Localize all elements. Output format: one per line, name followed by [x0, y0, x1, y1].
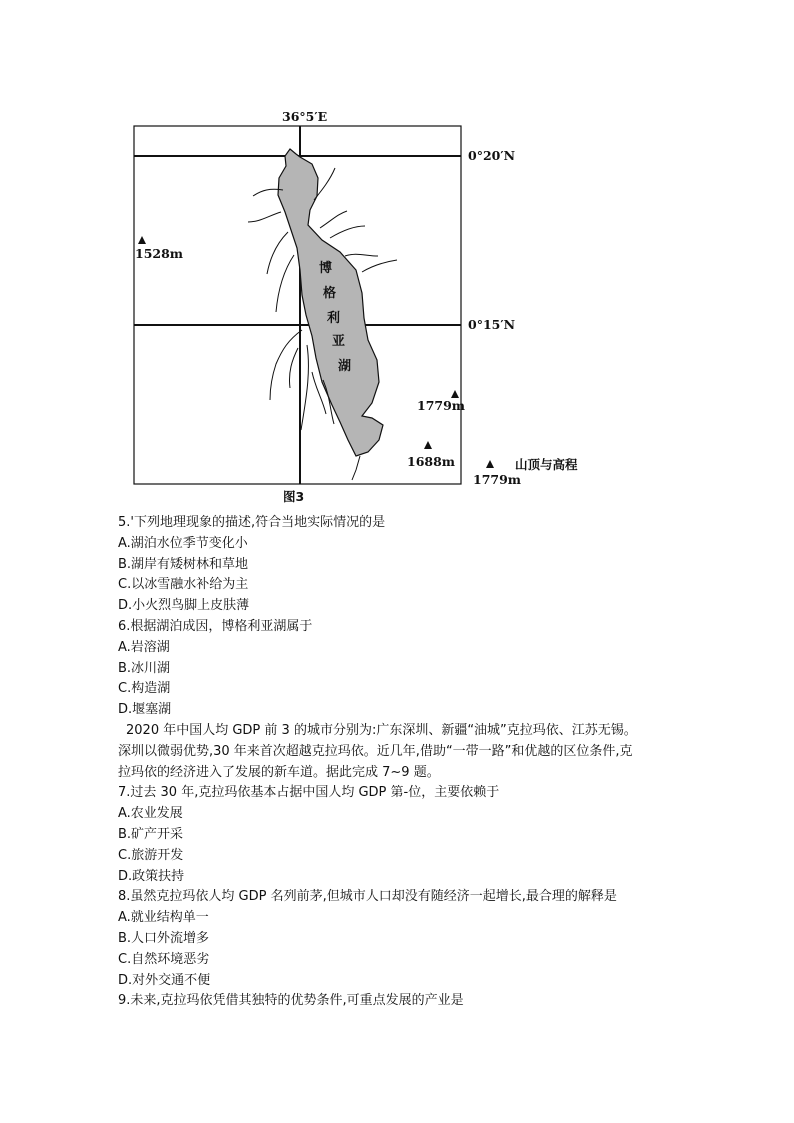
lat-south-label: 0°15′N: [468, 317, 516, 332]
figure-caption: 图3: [283, 489, 305, 504]
passage-line: 拉玛依的经济进入了发展的新车道。据此完成 7~9 题。: [118, 764, 440, 780]
question-6-option-b: B.冰川湖: [118, 660, 171, 676]
lake-name-char: 湖: [338, 359, 352, 374]
question-5-option-c: C.以冰雪融水补给为主: [118, 577, 249, 593]
question-8-option-c: C.自然环境恶劣: [118, 951, 210, 967]
lat-north-label: 0°20′N: [468, 148, 516, 163]
lake-name-char: 利: [327, 311, 341, 326]
question-7-stem: 7.过去 30 年,克拉玛依基本占据中国人均 GDP 第-位，主要依赖于: [118, 785, 500, 801]
peak-elevation-label: 1779m: [417, 398, 466, 413]
question-6-option-c: C.构造湖: [118, 681, 171, 697]
question-7-option-d: D.政策扶持: [118, 868, 185, 884]
question-8-stem: 8.虽然克拉玛依人均 GDP 名列前茅,但城市人口却没有随经济一起增长,最合理的解释是: [118, 889, 617, 905]
longitude-label: 36°5′E: [282, 109, 328, 124]
question-7-option-b: B.矿产开采: [118, 826, 184, 842]
question-5-option-a: A.湖泊水位季节变化小: [118, 535, 248, 551]
legend-elevation: 1779m: [473, 472, 522, 487]
question-6-option-d: D.堰塞湖: [118, 702, 172, 718]
lake-name-char: 格: [323, 286, 337, 301]
legend-label: 山顶与高程: [515, 457, 578, 472]
question-text: [118, 513, 718, 1012]
question-5-option-d: D.小火烈鸟脚上皮肤薄: [118, 598, 250, 614]
lake-map-figure: [0, 0, 794, 520]
question-8-option-a: A.就业结构单一: [118, 910, 209, 926]
question-5-option-b: B.湖岸有矮树林和草地: [118, 556, 249, 572]
question-7-option-a: A.农业发展: [118, 806, 183, 822]
lake-name-char: 博: [319, 261, 333, 276]
question-5-stem: 5.'下列地理现象的描述,符合当地实际情况的是: [118, 515, 386, 530]
question-6-option-a: A.岩溶湖: [118, 639, 170, 655]
question-7-option-c: C.旅游开发: [118, 847, 184, 863]
mountain-peak-icon: [451, 390, 459, 398]
peak-elevation-label: 1688m: [407, 454, 456, 469]
passage-line: 深圳以微弱优势,30 年来首次超越克拉玛依。近几年,借助“一带一路”和优越的区位条件,克: [118, 743, 633, 759]
question-9-stem: 9.未来,克拉玛依凭借其独特的优势条件,可重点发展的产业是: [118, 993, 464, 1009]
lake-name-char: 亚: [332, 334, 346, 349]
question-8-option-b: B.人口外流增多: [118, 930, 210, 946]
legend-peak-icon: [486, 460, 494, 468]
question-8-option-d: D.对外交通不便: [118, 972, 211, 988]
mountain-peak-icon: [424, 441, 432, 449]
peak-elevation-label: 1528m: [135, 246, 184, 261]
passage-line: 2020 年中国人均 GDP 前 3 的城市分别为:广东深圳、新疆“油城”克拉玛依、江苏无锡。: [126, 722, 637, 738]
question-6-stem: 6.根据湖泊成因，博格利亚湖属于: [118, 618, 313, 634]
mountain-peak-icon: [138, 236, 146, 244]
